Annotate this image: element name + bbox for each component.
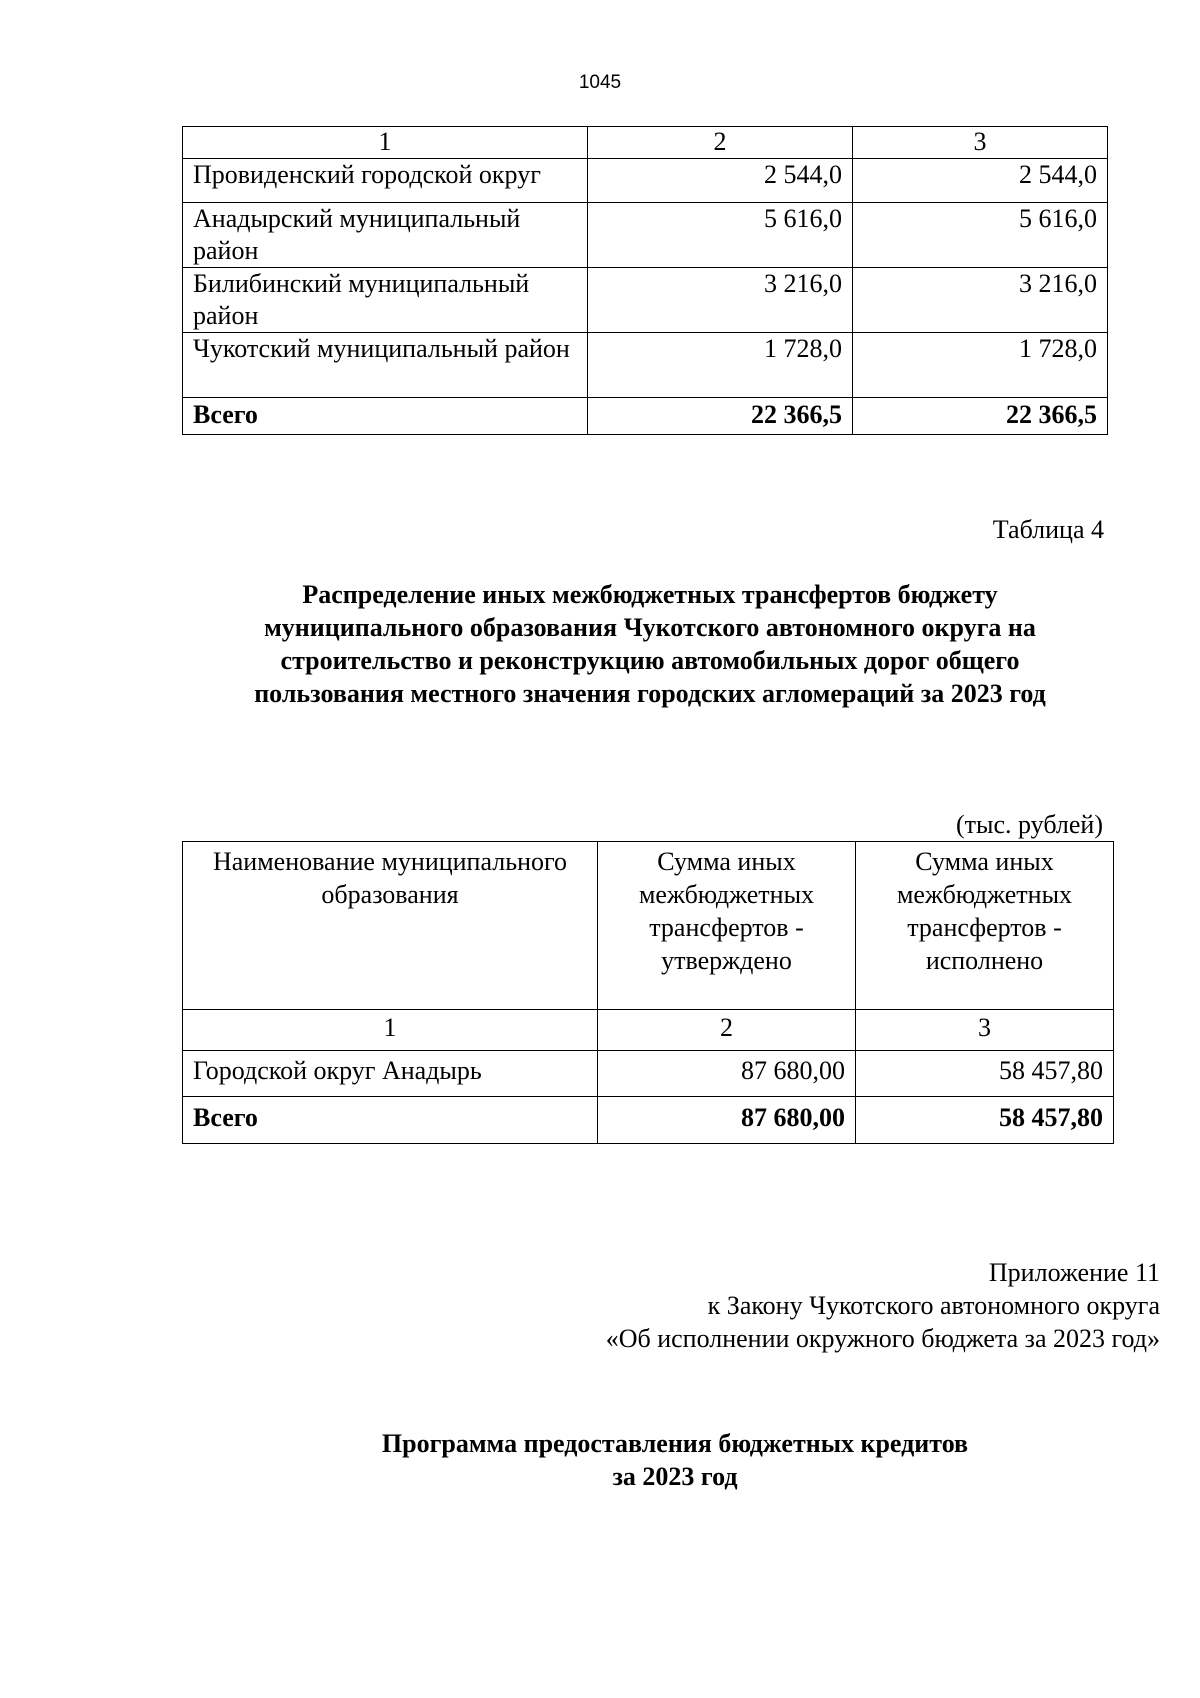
total-approved: 87 680,00: [598, 1097, 856, 1144]
table-row: [183, 159, 1108, 203]
executed-amount: 3 216,0: [853, 268, 1108, 333]
table-4-title: [150, 578, 1150, 710]
table-row: [183, 333, 1108, 398]
table-header-row: [183, 842, 1114, 1010]
approved-amount: 3 216,0: [588, 268, 853, 333]
road-transfers-table: [182, 841, 1114, 1144]
program-title-line: за 2023 год: [612, 1462, 738, 1491]
table-4-title-line: Распределение иных межбюджетных трансфертов бюджету: [302, 580, 998, 609]
header-approved: Сумма иных межбюджетных трансфертов - утверждено: [598, 842, 856, 1010]
program-title: [200, 1427, 1150, 1493]
table-index-row: [183, 1010, 1114, 1051]
units-label: (тыс. рублей): [955, 810, 1103, 839]
executed-amount: 2 544,0: [853, 159, 1108, 203]
approved-amount: 5 616,0: [588, 203, 853, 268]
table-index-row: [183, 127, 1108, 159]
table-4-title-line: муниципального образования Чукотского автономного округа на: [264, 613, 1036, 642]
column-index-2: 2: [588, 127, 853, 159]
approved-amount: 1 728,0: [588, 333, 853, 398]
appendix-line: к Закону Чукотского автономного округа: [707, 1291, 1160, 1320]
executed-amount: 1 728,0: [853, 333, 1108, 398]
approved-amount: 87 680,00: [598, 1051, 856, 1097]
program-title-line: Программа предоставления бюджетных кредитов: [381, 1429, 969, 1458]
column-index-2: 2: [598, 1010, 856, 1051]
table-row: [183, 203, 1108, 268]
municipality-name: Анадырский муниципальный район: [183, 203, 588, 268]
table-row: [183, 268, 1108, 333]
appendix-line: «Об исполнении окружного бюджета за 2023 год»: [605, 1324, 1160, 1353]
municipality-name: Городской округ Анадырь: [183, 1051, 598, 1097]
table-4-title-line: пользования местного значения городских агломераций за 2023 год: [254, 679, 1046, 708]
executed-amount: 5 616,0: [853, 203, 1108, 268]
approved-amount: 2 544,0: [588, 159, 853, 203]
total-executed: 22 366,5: [853, 398, 1108, 435]
column-index-3: 3: [853, 127, 1108, 159]
table-4-title-line: строительство и реконструкцию автомобильных дорог общего: [280, 646, 1020, 675]
header-executed: Сумма иных межбюджетных трансфертов - исполнено: [856, 842, 1114, 1010]
table-total-row: [183, 398, 1108, 435]
table-total-row: [183, 1097, 1114, 1144]
municipal-transfers-table-continued: [182, 126, 1108, 435]
total-label: Всего: [183, 398, 588, 435]
appendix-line: Приложение 11: [988, 1258, 1160, 1287]
header-municipality: Наименование муниципального образования: [183, 842, 598, 1010]
municipality-name: Чукотский муниципальный район: [183, 333, 588, 398]
municipality-name: Билибинский муниципальный район: [183, 268, 588, 333]
executed-amount: 58 457,80: [856, 1051, 1114, 1097]
total-approved: 22 366,5: [588, 398, 853, 435]
column-index-1: 1: [183, 1010, 598, 1051]
column-index-1: 1: [183, 127, 588, 159]
column-index-3: 3: [856, 1010, 1114, 1051]
table-row: [183, 1051, 1114, 1097]
municipality-name: Провиденский городской округ: [183, 159, 588, 203]
appendix-header: [606, 1256, 1160, 1355]
table-4-label: Таблица 4: [992, 515, 1104, 544]
page-number: 1045: [578, 72, 622, 93]
total-label: Всего: [183, 1097, 598, 1144]
total-executed: 58 457,80: [856, 1097, 1114, 1144]
